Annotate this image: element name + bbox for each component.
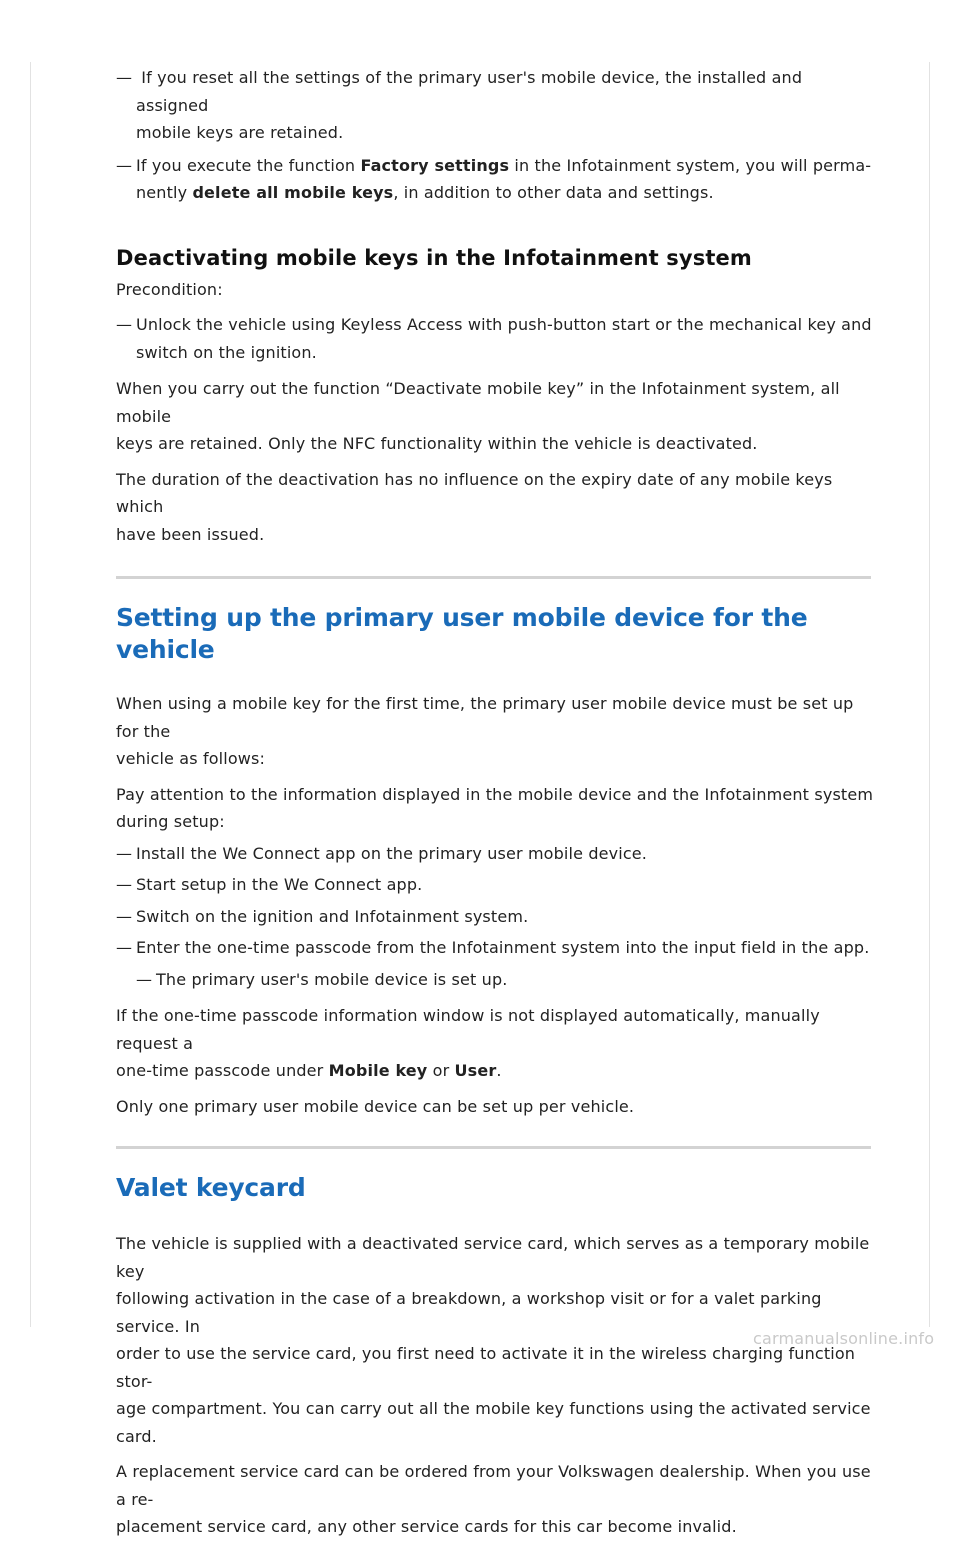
heading-setting-up: Setting up the primary user mobile device for the vehicle	[116, 603, 808, 664]
bullet-dash: —	[116, 68, 133, 87]
list-item: — Enter the one-time passcode from the Infotainment system into the input field in the app.	[116, 934, 874, 962]
list-item: — Switch on the ignition and Infotainment system.	[116, 903, 874, 931]
precondition-label: Precondition:	[116, 279, 223, 299]
bullet-dash: —	[116, 875, 133, 894]
bold-delete-all-mobile-keys: delete all mobile keys	[192, 183, 394, 202]
list-item-result: — The primary user's mobile device is set up.	[116, 966, 874, 994]
bullet-unlock-vehicle: — Unlock the vehicle using Keyless Access with push-button start or the mechanical key and switch on the ignition.	[116, 311, 874, 366]
manual-page-content	[116, 64, 874, 1541]
bullet-dash: —	[116, 938, 133, 957]
list-item: — Install the We Connect app on the primary user mobile device.	[116, 840, 874, 868]
paragraph-pay-attention: Pay attention to the information displayed in the mobile device and the Infotainment system during setup:	[116, 784, 874, 831]
heading-deactivating: Deactivating mobile keys in the Infotainment system	[116, 245, 752, 270]
page-margin-right	[929, 62, 930, 1327]
bullet-factory-settings: — If you execute the function Factory settings in the Infotainment system, you will perma- nently delete all mobile keys, in addition to other data and settings.	[116, 152, 874, 207]
heading-valet-keycard: Valet keycard	[116, 1173, 306, 1202]
bullet-dash: —	[116, 906, 133, 926]
paragraph-passcode-window: If the one-time passcode information window is not displayed automatically, manually request a one-time passcode under Mobile key or User.	[116, 1006, 820, 1080]
bullet-dash: —	[116, 843, 133, 863]
paragraph-service-card: The vehicle is supplied with a deactivated service card, which serves as a temporary mobile key following activation in the case of a breakdown, a workshop visit or for a valet parking service. In order to use the service card, you first need to activate it in the wireless charging function stor- age compartment. You can carry out all the mobile key functions using the activated service card.	[116, 1234, 871, 1446]
bold-user: User	[454, 1061, 497, 1080]
bullet-reset-settings: — If you reset all the settings of the primary user's mobile device, the installed and assigned mobile keys are retained.	[116, 64, 874, 147]
paragraph-first-time: When using a mobile key for the first time, the primary user mobile device must be set up for the vehicle as follows:	[116, 694, 854, 768]
bold-factory-settings: Factory settings	[360, 155, 510, 175]
bullet-dash: —	[136, 969, 153, 989]
page-margin-left	[30, 62, 31, 1327]
paragraph-one-primary-device: Only one primary user mobile device can be set up per vehicle.	[116, 1096, 635, 1116]
bold-mobile-key: Mobile key	[328, 1061, 428, 1080]
bullet-dash: —	[116, 315, 133, 334]
paragraph-deactivation-duration: The duration of the deactivation has no influence on the expiry date of any mobile keys which have been issued.	[116, 469, 833, 544]
list-item: — Start setup in the We Connect app.	[116, 871, 874, 899]
paragraph-deactivate-function: When you carry out the function “Deactivate mobile key” in the Infotainment system, all mobile keys are retained. Only the NFC functionality within the vehicle is deactivated.	[116, 379, 840, 453]
watermark-text: carmanualsonline.info	[753, 1329, 935, 1348]
bullet-dash: —	[116, 155, 133, 175]
paragraph-replacement-card: A replacement service card can be ordered from your Volkswagen dealership. When you use a re- placement service card, any other service cards for this car become invalid.	[116, 1462, 871, 1536]
